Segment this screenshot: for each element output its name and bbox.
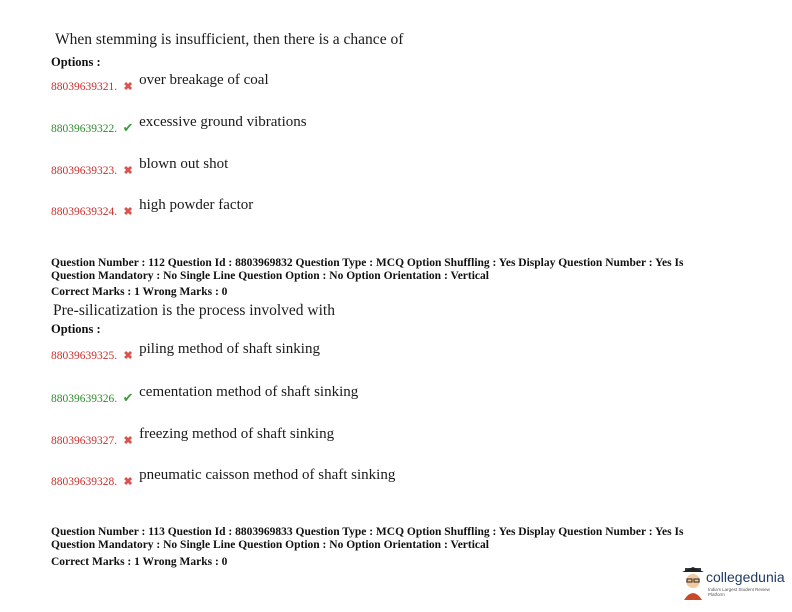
- option-row: [51, 341, 320, 363]
- cross-icon: ✖: [123, 205, 133, 218]
- option-text: cementation method of shaft sinking: [139, 383, 359, 400]
- option-row: [51, 426, 334, 448]
- cross-icon: ✖: [123, 434, 133, 447]
- option-text: over breakage of coal: [139, 71, 269, 88]
- cross-icon: ✖: [123, 349, 133, 362]
- option-text: freezing method of shaft sinking: [139, 425, 335, 442]
- options-label: Options :: [51, 322, 101, 336]
- option-id: 88039639326.: [51, 393, 118, 405]
- option-row: [51, 384, 358, 406]
- check-icon: ✔: [122, 390, 134, 405]
- cross-icon: ✖: [123, 80, 133, 93]
- logo-brand: collegedunia: [706, 569, 785, 585]
- option-row: [51, 156, 228, 178]
- marks-line: Correct Marks : 1 Wrong Marks : 0: [51, 556, 228, 568]
- option-row: [51, 114, 307, 136]
- option-id: 88039639325.: [51, 350, 118, 362]
- question-meta: Question Number : 112 Question Id : 8803969832 Question Type : MCQ Option Shuffling : Yes Display Question Number : Yes Is: [51, 257, 684, 269]
- option-row: [51, 467, 395, 489]
- question-text: When stemming is insufficient, then there is a chance of: [55, 31, 404, 48]
- option-id: 88039639323.: [51, 165, 118, 177]
- cross-icon: ✖: [123, 164, 133, 177]
- option-text: piling method of shaft sinking: [139, 340, 320, 357]
- option-text: blown out shot: [139, 155, 229, 172]
- option-id: 88039639322.: [51, 123, 118, 135]
- cross-icon: ✖: [123, 475, 133, 488]
- option-text: excessive ground vibrations: [139, 113, 307, 130]
- options-label: Options :: [51, 55, 101, 69]
- logo-tagline: India's Largest Student Review Platform: [708, 587, 770, 597]
- option-row: [51, 197, 253, 219]
- option-row: [51, 72, 269, 94]
- question-meta: Question Number : 113 Question Id : 8803969833 Question Type : MCQ Option Shuffling : Yes Display Question Number : Yes Is: [51, 526, 684, 538]
- option-id: 88039639327.: [51, 435, 118, 447]
- check-icon: ✔: [122, 120, 134, 135]
- option-id: 88039639321.: [51, 81, 118, 93]
- collegedunia-logo: [680, 566, 786, 602]
- question-text: Pre-silicatization is the process involved with: [53, 302, 335, 319]
- option-text: high powder factor: [139, 196, 254, 213]
- option-text: pneumatic caisson method of shaft sinking: [139, 466, 396, 483]
- option-id: 88039639328.: [51, 476, 118, 488]
- marks-line: Correct Marks : 1 Wrong Marks : 0: [51, 286, 228, 298]
- question-meta: Question Mandatory : No Single Line Question Option : No Option Orientation : Vertical: [51, 539, 489, 551]
- student-avatar-icon: [680, 566, 706, 600]
- question-meta: Question Mandatory : No Single Line Question Option : No Option Orientation : Vertical: [51, 270, 489, 282]
- option-id: 88039639324.: [51, 206, 118, 218]
